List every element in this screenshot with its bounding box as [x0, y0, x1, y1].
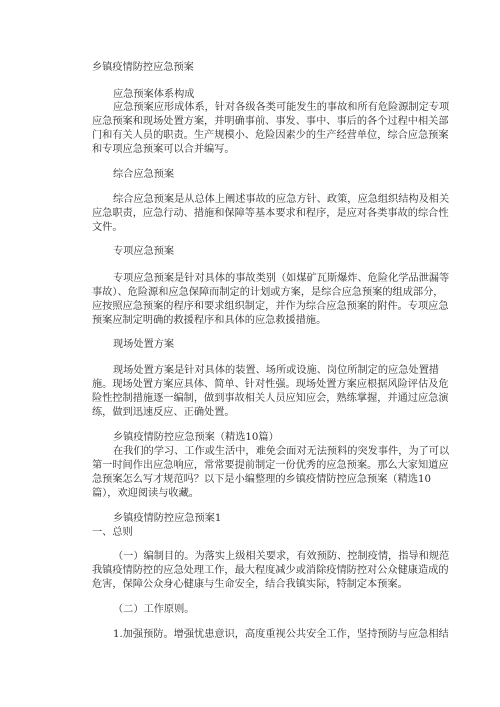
paragraph-line: 第一时间作出应急响应，常常要提前制定一份优秀的应急预案。那么大家知道应 [92, 460, 449, 471]
paragraph-line: 现场处置方案是针对具体的装置、场所或设施、岗位所制定的应急处置措 [113, 365, 439, 376]
paragraph-line: 门和有关人员的职责。生产规模小、危险因素少的生产经营单位，综合应急预案 [92, 130, 449, 141]
section-heading: 应急预案体系构成 [113, 89, 195, 100]
paragraph-line: 应急预案应形成体系，针对各级各类可能发生的事故和所有危险源制定专项 [113, 102, 450, 113]
paragraph-line: 急预案怎么写才规范吗？以下是小编整理的乡镇疫情防控应急预案（精选10 [92, 474, 431, 485]
paragraph-line: 一、总则 [92, 527, 133, 538]
paragraph-line: 和专项应急预案可以合并编写。 [92, 144, 235, 155]
section-heading: 现场处置方案 [113, 339, 175, 350]
paragraph-line: 应急预案和现场处置方案，并明确事前、事发、事中、事后的各个过程中相关部 [92, 116, 449, 127]
paragraph-line: 综合应急预案是从总体上阐述事故的应急方针、政策，应急组织结构及相关 [113, 194, 450, 205]
section-heading: 综合应急预案 [113, 169, 175, 180]
section-heading: 乡镇疫情防控应急预案1 [113, 513, 222, 524]
section-heading: 专项应急预案 [113, 246, 175, 257]
paragraph-line: 应按照应急预案的程序和要求组织制定，并作为综合应急预案的附件。专项应急 [92, 301, 449, 312]
paragraph-line: 事故）、危险源和应急保障而制定的计划或方案，是综合应急预案的组成部分， [92, 287, 444, 298]
paragraph-line: 预案应制定明确的救援程序和具体的应急救援措施。 [92, 315, 327, 326]
document-title: 乡镇疫情防控应急预案 [92, 62, 194, 73]
section-heading: 乡镇疫情防控应急预案（精选10篇） [113, 432, 279, 443]
paragraph-line: 专项应急预案是针对具体的事故类别（如煤矿瓦斯爆炸、危险化学品泄漏等 [113, 273, 450, 284]
paragraph-line: 文件。 [92, 222, 123, 233]
paragraph-line: 应急职责，应急行动、措施和保障等基本要求和程序，是应对各类事故的综合性 [92, 208, 449, 219]
paragraph-line: （一）编制目的。为落实上级相关要求，有效预防、控制疫情，指导和规范 [113, 551, 450, 562]
paragraph-line: 我镇疫情防控的应急处理工作，最大程度减少或消除疫情防控对公众健康造成的 [92, 565, 449, 576]
paragraph-line: 施。现场处置方案应具体、简单、针对性强。现场处置方案应根据风险评估及危 [92, 379, 449, 390]
paragraph-line: 在我们的学习、工作或生活中，难免会面对无法预料的突发事件，为了可以 [113, 446, 450, 457]
paragraph-line: 险性控制措施逐一编制，做到事故相关人员应知应会，熟练掌握，并通过应急演 [92, 393, 449, 404]
paragraph-line: （二）工作原则。 [113, 604, 195, 615]
paragraph-line: 练，做到迅速反应、正确处置。 [92, 407, 235, 418]
paragraph-line: 1.加强预防。增强忧患意识，高度重视公共安全工作，坚持预防与应急相结 [113, 629, 449, 640]
paragraph-line: 篇），欢迎阅读与收藏。 [92, 488, 199, 499]
paragraph-line: 危害，保障公众身心健康与生命安全，结合我镇实际，特制定本预案。 [92, 579, 408, 590]
